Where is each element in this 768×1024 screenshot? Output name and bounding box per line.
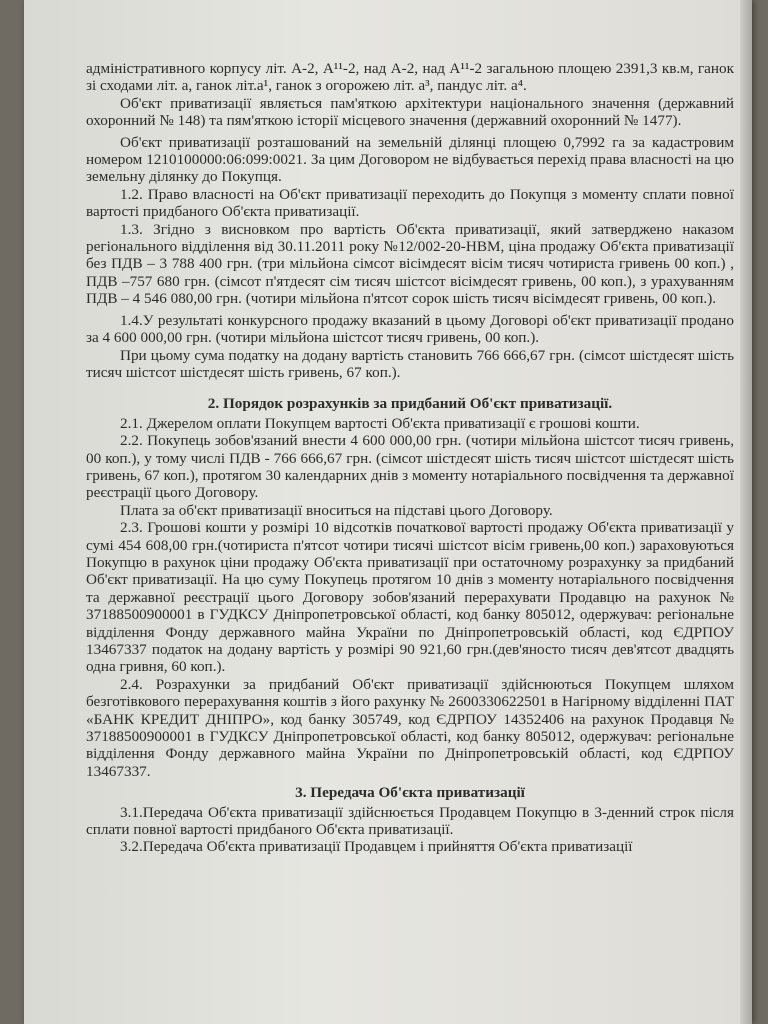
paragraph-3-1: 3.1.Передача Об'єкта приватизації здійснюється Продавцем Покупцю в 3-денний строк після сплати повної вартості придбаного Об'єкта приватизації. (86, 803, 734, 839)
paragraph-2-1: 2.1. Джерелом оплати Покупцем вартості Об'єкта приватизації є грошові кошти. (120, 414, 640, 432)
paragraph-2-2: 2.2. Покупець зобов'язаний внести 4 600 000,00 грн. (чотири мільйона шістсот тисяч гривень, 00 коп.), у тому числі ПДВ - 766 666,67 грн. (сімсот шістдесят шість тисяч шістсот шістдесят шість гривень, 67 коп.), протягом 30 календарних днів з моменту нотаріального посвідчення та державної реєстрації цього Договору. (86, 432, 734, 502)
paragraph-heritage-status: Об'єкт приватизації являється пам'яткою архітектури національного значення (державний охоронний № 148) та пям'яткою історії місцевого значення (державний охоронний № 1477). (86, 94, 734, 130)
paragraph-2-3: 2.3. Грошові кошти у розмірі 10 відсотків початкової вартості продажу Об'єкта приватизації у сумі 454 608,00 грн.(чотириста п'ятсот чотири тисячі шістсот вісім гривень,00 коп.) зараховуються Покупцю в рахунок ціни продажу Об'єкта приватизації при остаточному розрахунку за придбаний Об'єкт приватизації. На цю суму Покупець протягом 10 днів з моменту нотаріального посвідчення та державної реєстрації цього Договору зобов'язаний перерахувати Продавцю на рахунок № 37188500900001 в ГУДКСУ Дніпропетровської області, код банку 805012, одержувач: регіональне відділення Фонду державного майна України по Дніпропетровській області, код ЄДРПОУ 13467337 податок на додану вартість у розмірі 90 921,60 грн.(дев'яносто тисяч дев'ятсот двадцять одна гривня, 60 коп.). (86, 519, 734, 676)
paragraph-1-4: 1.4.У результаті конкурсного продажу вказаний в цьому Договорі об'єкт приватизації продано за 4 600 000,00 грн. (чотири мільйона шістсот тисяч гривень, 00 коп.). (86, 311, 734, 347)
document-page (24, 0, 752, 1024)
paragraph-land-plot: Об'єкт приватизації розташований на земельній ділянці площею 0,7992 га за кадастровим номером 1210100000:06:099:0021. За цим Договором не відбувається перехід права власності на цю земельну ділянку до Покупця. (86, 133, 734, 186)
document-body (86, 60, 734, 856)
paragraph-vat-amount: При цьому сума податку на додану вартість становить 766 666,67 грн. (сімсот шістдесят шість тисяч шістсот шістдесят шість гривень, 67 коп.). (86, 346, 734, 381)
section-3-heading: 3. Передача Об'єкта приватизації (295, 784, 525, 802)
section-2-heading: 2. Порядок розрахунків за придбаний Об'єкт приватизації. (207, 395, 613, 413)
paragraph-2-4: 2.4. Розрахунки за придбаний Об'єкт приватизації здійснюються Покупцем шляхом безготівкового перерахування коштів з його рахунку № 2600330622501 в Нагірному відділенні ПАТ «БАНК КРЕДИТ ДНІПРО», код банку 305749, код ЄДРПОУ 14352406 на рахунок Продавця № 37188500900001 в ГУДКСУ Дніпропетровської області, код банку 805012, одержувач: регіональне відділення Фонду державного майна України по Дніпропетровській області, код ЄДРПОУ 13467337. (86, 675, 734, 780)
page-binding-edge (740, 0, 752, 1024)
paragraph-1-2: 1.2. Право власності на Об'єкт приватизації переходить до Покупця з моменту сплати повної вартості придбаного Об'єкта приватизації. (86, 185, 734, 221)
paragraph-payment-basis: Плата за об'єкт приватизації вноситься на підставі цього Договору. (120, 501, 553, 519)
paragraph-1-3: 1.3. Згідно з висновком про вартість Об'єкта приватизації, який затверджено наказом регіонального відділення від 30.11.2011 року №12/002-20-НВМ, ціна продажу Об'єкта приватизації без ПДВ – 3 788 400 грн. (три мільйона сімсот вісімдесят вісім тисяч чотириста гривень 00 коп.) , ПДВ –757 680 грн. (сімсот п'ятдесят сім тисяч шістсот вісімдесят гривень, 00 коп.), з урахуванням ПДВ – 4 546 080,00 грн. (чотири мільйона п'ятсот сорок шість тисяч вісімдесят гривень, 00 коп.). (86, 220, 734, 308)
paragraph-building-description: адміністративного корпусу літ. А-2, А¹¹-2, над А-2, над А¹¹-2 загальною площею 2391,3 кв.м, ганок зі сходами літ. а, ганок літ.а¹, ганок з огорожею літ. а³, пандус літ. а⁴. (86, 60, 734, 95)
paragraph-3-2: 3.2.Передача Об'єкта приватизації Продавцем і прийняття Об'єкта приватизації (120, 838, 633, 856)
